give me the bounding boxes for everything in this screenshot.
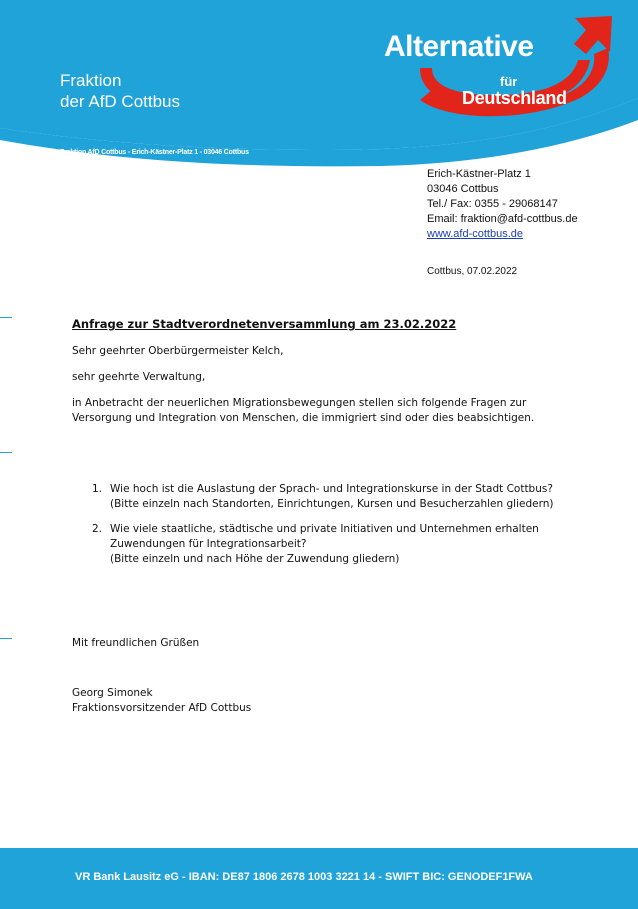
question-line: Wie hoch ist die Auslastung der Sprach- und Integrationskurse in der Stadt Cottbus? xyxy=(110,483,553,495)
question-item xyxy=(92,482,562,512)
website-link[interactable]: www.afd-cottbus.de xyxy=(427,228,523,240)
contact-block xyxy=(427,167,578,242)
fraktion-title-line2: der AfD Cottbus xyxy=(60,92,181,111)
sender-address-line: Fraktion AfD Cottbus - Erich-Kästner-Platz 1 - 03046 Cottbus xyxy=(60,149,249,156)
salutation-mayor: Sehr geehrter Oberbürgermeister Kelch, xyxy=(72,345,284,357)
letter-subject: Anfrage zur Stadtverordnetenversammlung am 23.02.2022 xyxy=(72,317,457,331)
contact-city: 03046 Cottbus xyxy=(427,183,499,195)
question-line: (Bitte einzeln und nach Höhe der Zuwendung gliedern) xyxy=(110,553,400,565)
logo-word-fuer: für xyxy=(500,74,518,89)
question-number: 1. xyxy=(92,483,103,495)
contact-email: Email: fraktion@afd-cottbus.de xyxy=(427,213,578,225)
question-line: Zuwendungen für Integrationsarbeit? xyxy=(110,538,307,550)
fold-mark-middle xyxy=(0,452,12,453)
closing-greeting: Mit freundlichen Grüßen xyxy=(72,637,200,649)
logo-word-alternative: Alternative xyxy=(384,30,534,63)
bank-details: VR Bank Lausitz eG - IBAN: DE87 1806 2678 1003 3221 14 - SWIFT BIC: GENODEF1FWA xyxy=(75,871,533,883)
intro-line: Versorgung und Integration von Menschen, die immigriert sind oder dies beabsichtigen. xyxy=(72,412,535,424)
logo-word-deutschland: Deutschland xyxy=(462,88,567,108)
question-number: 2. xyxy=(92,523,103,535)
fraktion-title xyxy=(60,70,180,112)
question-line: Wie viele staatliche, städtische und private Initiativen und Unternehmen erhalten xyxy=(110,523,539,535)
letter-date: Cottbus, 07.02.2022 xyxy=(427,266,518,277)
contact-street: Erich-Kästner-Platz 1 xyxy=(427,168,531,180)
fold-mark-top xyxy=(0,317,12,318)
fraktion-title-line1: Fraktion xyxy=(60,71,122,90)
signer-name: Georg Simonek xyxy=(72,687,153,699)
salutation-administration: sehr geehrte Verwaltung, xyxy=(72,371,206,383)
intro-line: in Anbetracht der neuerlichen Migrationsbewegungen stellen sich folgende Fragen zur xyxy=(72,397,527,409)
question-line: (Bitte einzeln nach Standorten, Einrichtungen, Kursen und Besucherzahlen gliedern) xyxy=(110,498,554,510)
question-list xyxy=(92,482,562,577)
question-item xyxy=(92,522,562,567)
intro-paragraph xyxy=(72,396,562,426)
signer-title: Fraktionsvorsitzender AfD Cottbus xyxy=(72,702,252,714)
fold-mark-bottom xyxy=(0,638,12,639)
contact-phone: Tel./ Fax: 0355 - 29068147 xyxy=(427,198,558,210)
